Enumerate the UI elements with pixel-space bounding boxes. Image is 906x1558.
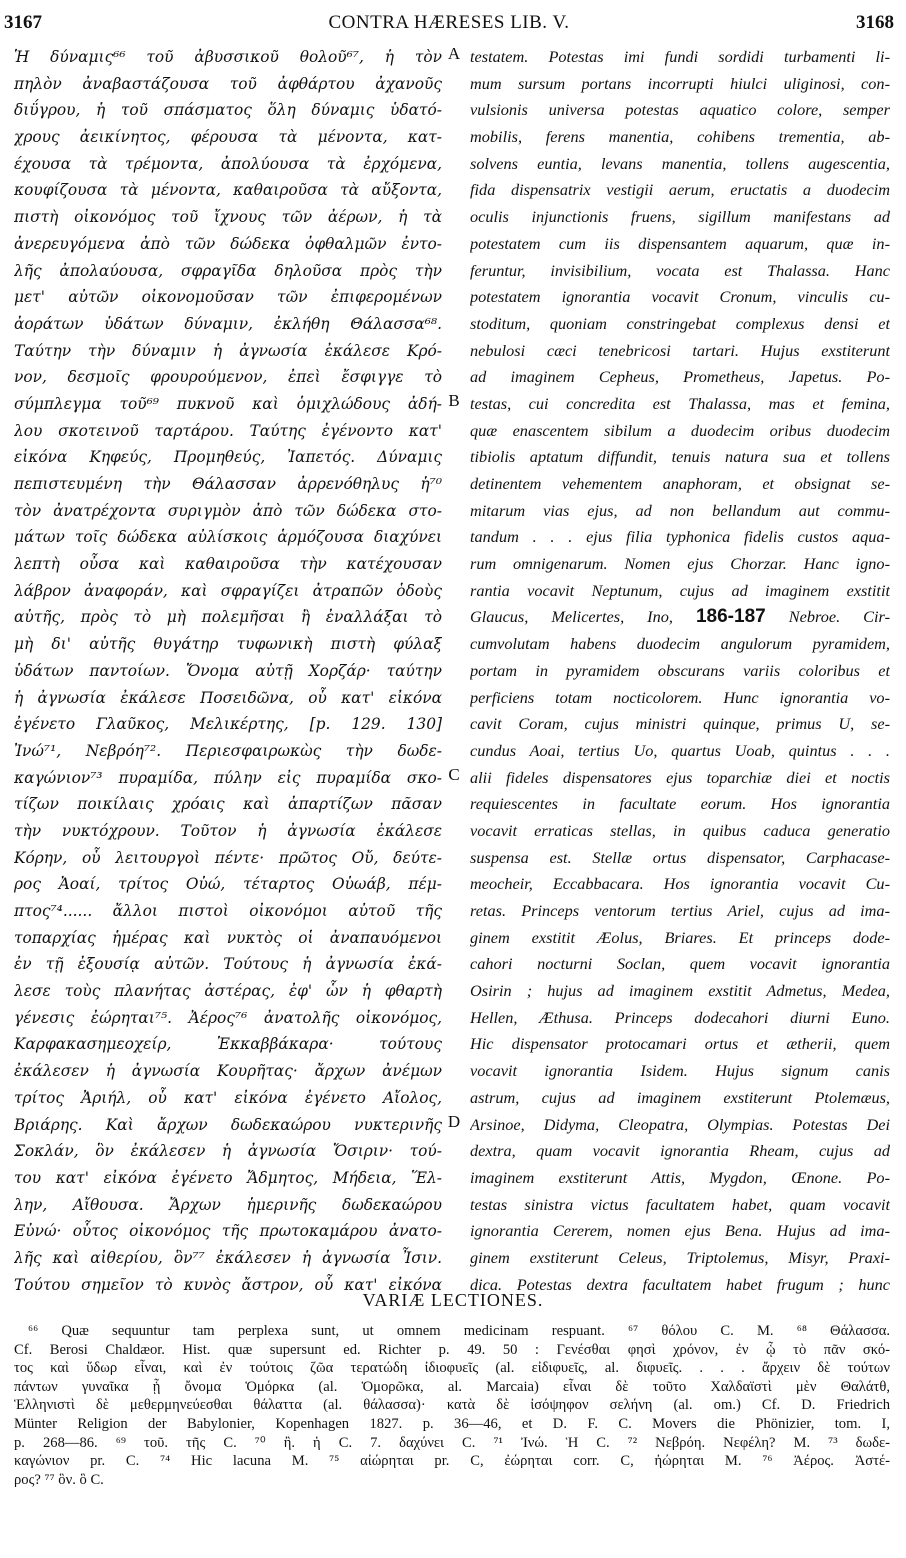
page-reference-marker: 186-187 [695,606,766,628]
greek-text-line: λην, Αἴθουσα. Ἄρχων ἡμερινῆς δωδεκαώρου [14,1195,442,1214]
latin-text-line: testatem. Potestas imi fundi sordidi turbamenti li- [470,47,890,66]
greek-text-line: Κόρην, οὗ λειτουργοὶ πέντε· πρῶτος Οὔ, δεύτε- [14,848,442,867]
greek-text-line: Σοκλάν, ὃν ἐκάλεσεν ἡ ἀγνωσία Ὄσιριν· τού- [14,1142,442,1161]
greek-text-line: πτος⁷⁴...... ἄλλοι πιστοὶ οἰκονόμοι αὐτοῦ τῆς [14,902,442,920]
footnote-line: Cf. Berosi Chaldæor. Hist. quæ supersunt ed. Richter p. 49. 50 : Γενέσθαι φησὶ χρόνον, ἐν ᾧ τὸ πᾶν σκό- [14,1341,890,1358]
latin-text-line: testas, cui concredita est Thalassa, mas et femina, [470,393,890,413]
latin-text-line: ad imaginem Cepheus, Prometheus, Japetus. Po- [470,367,890,387]
greek-text-line: λῆς καὶ αἰθερίου, ὃν⁷⁷ ἐκάλεσεν ἡ ἀγνωσία Ἶσιν. [14,1248,442,1267]
latin-text-line: ignorantia Cererem, nomen ejus Bena. Hujus ad ima- [470,1221,890,1241]
latin-text-line: rum omnigenarum. Nomen ejus Chorzar. Hanc igno- [470,554,890,574]
latin-text-line: cavit Coram, cujus ministri quinque, primus U, se- [470,714,890,734]
latin-text-line: suspensa est. Stellæ ortus dispensator, Carphacase- [470,847,890,867]
latin-text-line: quæ enascentem sibilum a duodecim oribus duodecim [470,420,890,440]
greek-text-line: πηλὸν ἀναβαστάζουσα τοῦ ἀφθάρτου ἀχανοῦς [14,74,442,93]
variae-lectiones-heading: VARIÆ LECTIONES. [362,1290,544,1310]
footnote-line: p. 268—86. ⁶⁹ τοῦ. τῆς C. ⁷⁰ ἢ. ἡ C. 7. δαχύνει C. ⁷¹ Ἰνώ. Ἡ C. ⁷² Νεβρόη. Νεφέλη? M. ⁷³ δωδε- [14,1434,890,1451]
section-marker-c: C [448,765,460,784]
greek-text-line: Καρφακασημεοχείρ, Ἐκκαββάκαρα· τούτους [14,1035,442,1054]
greek-text-line: λάβρον ἀναφοράν, καὶ σφραγίζει ἀτραπῶν ὁδοὺς [14,581,442,600]
latin-text-line: potestatem ignorantia vocavit Cronum, vinculis cu- [470,287,890,307]
latin-text-line: mitarum vias ejus, ad non bellandum aut commu- [470,500,890,520]
greek-text-line: τρίτος Ἀριήλ, οὗ κατ' εἰκόνα ἐγένετο Αἴολος, [14,1088,442,1107]
latin-text-line: oculis injunctionis fruens, sigillum manifestans ad [470,207,890,227]
greek-text-line: χρους ἀεικίνητος, φέρουσα τὰ μένοντα, κατ- [14,128,442,147]
latin-text-line: cahori nocturni Soclan, quem vocavit ignorantia [470,954,890,974]
footnotes-block [14,1322,890,1489]
footnote-line: ⁶⁶ Quæ sequuntur tam perplexa sunt, ut omnem medicinam respuant. ⁶⁷ θόλου C. M. ⁶⁸ Θάλασσα. [28,1323,890,1339]
footnote-line: τος καὶ ὕδωρ εἶναι, καὶ ἐν τούτοις ζῶα τερατώδη ἰδιοφυεῖς (al. εἰδιφυεῖς, al. διφυεῖς. . . . ἄρχειν δὲ τούτων [14,1360,890,1377]
latin-text-line: tandum . . . ejus filia typhonica fidelis custos aqua- [470,527,890,547]
latin-text-line: Hic dispensator protocamari ortus et ætherii, quem [470,1034,890,1054]
greek-text-line: γένεσις ἐώρηται⁷⁵. Ἀέρος⁷⁶ ἀνατολῆς οἰκονόμος, [14,1008,442,1027]
latin-text-line: cundus Aoai, tertius Uo, quartus Uoab, quintus . . . [470,740,890,760]
greek-text-line: σύμπλεγμα τοῦ⁶⁹ πυκνοῦ καὶ ὁμιχλώδους ἀδή- [14,394,442,413]
latin-text-line: solvens euntia, levans manentia, tollens augescentia, [470,153,890,173]
greek-text-line: τίζων ποικίλαις χρόαις καὶ ἀπαρτίζων πᾶσαν [14,795,442,814]
greek-text-line: τὴν νυκτόχρουν. Τοῦτον ἡ ἀγνωσία ἐκάλεσε [14,821,442,840]
greek-text-line: μετ' αὐτῶν οἰκονομοῦσαν τῶν ἐπιφερομένων [14,288,442,307]
greek-text-line: αὐτῆς, πρὸς τὸ μὴ πολεμῆσαι ἢ ἐναλλάξαι τὸ [14,608,442,627]
latin-text-column [470,44,890,1294]
latin-text-line: Arsinoe, Didyma, Cleopatra, Olympias. Potestas Dei [470,1114,890,1134]
greek-text-line: τοπαρχίας ἡμέρας καὶ νυκτὸς οἱ ἀναπαυόμενοι [14,928,442,947]
footnote-line: ρος? ⁷⁷ ὃν. ὃ C. [14,1471,104,1488]
greek-text-line: ἐγένετο Γλαῦκος, Μελικέρτης, [p. 129. 130] [14,715,442,734]
latin-text-line: dextra, quam vocavit ignorantia Rheam, cujus ad [470,1141,890,1161]
greek-text-line: πιστὴ οἰκονόμος τοῦ ἴχνους τῶν ἀέρων, ἡ τὰ [14,208,442,227]
latin-text-line: mobilis, ferens manentia, cohibens trementia, ab- [470,127,890,147]
greek-text-line: Ἡ δύναμις⁶⁶ τοῦ ἀβυσσικοῦ θολοῦ⁶⁷, ἡ τὸν [14,48,442,66]
greek-text-line: Ἰνώ⁷¹, Νεβρόη⁷². Περιεσφαιρωκὼς τὴν δωδε- [14,741,442,760]
section-marker-d: D [447,1112,461,1131]
footnote-line: καγώνιον pr. C. ⁷⁴ Hic lacuna M. ⁷⁵ αἰώρηται pr. C, ἐώρηται corr. C, ἠώρηται M. ⁷⁶ Ἀέρος. Ἀστέ- [14,1453,890,1470]
greek-text-line: ρος Ἀοαί, τρίτος Οὐώ, τέταρτος Οὐωάβ, πέμ- [14,875,442,894]
footnote-line: πάντων γυναῖκα ᾗ ὄνομα Ὁμόρκα (al. Ὁμορῶκα, al. Marcaia) εἶναι δὲ τοῦτο Χαλδαϊστὶ μὲν Θαλάτθ, [14,1378,890,1395]
greek-text-line: ἐκάλεσεν ἡ ἀγνωσία Κουρῆτας· ἄρχων ἀνέμων [14,1062,442,1081]
footnote-line: Münter Religion der Babylonier, Kopenhagen 1827. p. 36—46, et D. F. C. Movers die Phönizier, tom. I, [14,1415,890,1432]
greek-text-line: καγώνιον⁷³ πυραμίδα, πύλην εἰς πυραμίδα σκο- [14,768,442,787]
greek-text-line: ἐν τῇ ἐξουσίᾳ αὐτῶν. Τούτους ἡ ἀγνωσία ἐκά- [14,955,442,974]
latin-text-line: Hellen, Æthusa. Princeps dodecahori diurni Euno. [470,1007,890,1027]
latin-text-line: nebulosi cæci tenebricosi tartari. Hujus exstiterunt [470,340,890,360]
latin-text-line: meocheir, Eccabbacara. Hos ignorantia vocavit Cu- [470,874,890,894]
greek-text-line: κουφίζουσα τὰ μένοντα, καθαιροῦσα τὰ αὔξοντα, [14,181,442,200]
latin-text-line: potestatem cum iis dispensantem aquarum, quæ in- [470,233,890,253]
greek-text-line: του κατ' εἰκόνα ἐγένετο Ἄδμητος, Μήδεια, Ἕλ- [14,1168,442,1187]
greek-text-line: μὴ δι' αὐτῆς θυγάτηρ τυφωνικὴ πιστὴ φύλαξ [14,635,442,654]
latin-text-line: vulsionis universa potestas aquatico colore, semper [470,100,890,120]
greek-text-line: ἀνερευγόμενα ἀπὸ τῶν δώδεκα ὀφθαλμῶν ἐντο- [14,234,442,253]
greek-text-line: λου σκοτεινοῦ ταρτάρου. Ταύτης ἐγένοντο κατ' [14,421,442,440]
greek-text-line: Ταύτην τὴν δύναμιν ἡ ἀγνωσία ἐκάλεσε Κρό- [14,341,442,360]
greek-text-column [14,44,442,1294]
greek-text-line: ἀοράτων ὑδάτων δύναμιν, ἐκλήθη Θάλασσα⁶⁸. [14,314,442,333]
page-number-right: 3168 [856,12,894,33]
greek-text-line: έχουσα τὰ τρέμοντα, ἀπολύουσα τὰ ἐρχόμενα, [14,154,442,173]
greek-text-line: μάτων τοῖς δώδεκα αὐλίσκοις ἁρμόζουσα διαχύνει [14,528,442,547]
latin-text-line: portam in pyramidem obscurans variis coloribus et [470,660,890,680]
footnote-line: Ἑλληνιστὶ δὲ μεθερμηνεύεσθαι θάλαττα (al. θάλασσα)· κατὰ δὲ ἰσόψηφον σελήνη (al. om.) Cf. D. Friedrich [14,1397,890,1414]
latin-text-line: tibiolis aptatum diffundit, tenuis natura sua et tollens [470,447,890,467]
greek-text-line: Εὐνώ· οὗτος οἰκονόμος τῆς πρωτοκαμάρου ἀνατο- [14,1222,442,1241]
latin-text-line: testas sinistra victus facultatem habet, quam vocavit [470,1194,890,1214]
greek-text-line: Βριάρης. Καὶ ἄρχων δωδεκαώρου νυκτερινῆς [14,1115,442,1134]
latin-text-line: dica. Potestas dextra facultatem habet frugum ; hunc [470,1274,890,1294]
latin-text-line: mum sursum portans incorrupti hiulci uliginosi, con- [470,73,890,93]
running-title: CONTRA HÆRESES LIB. V. [328,12,570,33]
latin-text-line: vocavit ignorantia Isidem. Hujus signum canis [470,1061,890,1081]
greek-text-line: νον, δεσμοῖς φρουρούμενον, ἐπεὶ ἔσφιγγε τὸ [14,368,442,387]
running-header [4,12,894,36]
greek-text-line: πεπιστευμένη τὴν Θάλασσαν ἀρρενόθηλυς ἡ⁷⁰ [14,475,442,493]
greek-text-line: λῆς ἀπολαύουσα, σφραγῖδα δηλοῦσα πρὸς τὴν [14,261,442,280]
latin-text-line: astrum, cujus ad imaginem exstiterunt Ptolemæus, [470,1087,890,1107]
page-number-left: 3167 [4,12,42,33]
latin-text-line: fida dispensatrix vestigii aerum, eructatis a duodecim [470,180,890,200]
latin-text-line: rantia vocavit Neptunum, cujus ad imaginem exstitit [470,580,890,600]
latin-text-line: imaginem exstiterunt Attis, Mygdon, Œnone. Po- [470,1167,890,1187]
latin-text-line: requiescentes in facultate eorum. Hos ignorantia [470,794,890,814]
greek-text-line: ὑδάτων παντοίων. Ὄνομα αὐτῇ Χορζάρ· ταύτην [14,661,442,680]
latin-text-line: ginem exstiterunt Celeus, Triptolemus, Misyr, Praxi- [470,1247,890,1267]
greek-text-line: τὸν ἀνατρέχοντα συριγμὸν ἀπὸ τῶν δώδεκα στο- [14,501,442,520]
latin-text-line: vocavit erraticas stellas, in quibus caduca generatio [470,820,890,840]
latin-text-line: retas. Princeps ventorum tertius Ariel, cujus ad ima- [470,901,890,920]
greek-text-line: Τούτου σημεῖον τὸ κυνὸς ἄστρον, οὗ κατ' εἰκόνα [14,1275,442,1294]
latin-text-line: Osirin ; hujus ad imaginem exstitit Admetus, Medea, [470,981,890,1001]
greek-text-line: λεπτὴ οὖσα καὶ καθαιροῦσα τὴν κατέχουσαν [14,555,442,574]
greek-text-line: ἡ ἀγνωσία ἐκάλεσε Ποσειδῶνα, οὗ κατ' εἰκόνα [14,688,442,707]
latin-text-line: Glaucus, Melicertes, Ino, 186-187 Nebroe. Cir- [470,606,890,628]
section-marker-b: B [448,391,460,410]
latin-text-line: detinentem vehementem anaphoram, et obsignat se- [470,474,890,493]
greek-text-line: εἰκόνα Κηφεύς, Προμηθεύς, Ἰαπετός. Δύναμις [14,448,442,467]
latin-text-line: cumvolutam habens duodecim angulorum pyramidem, [470,634,890,654]
latin-text-line: perficiens totam nocticolorem. Hunc ignorantia vo- [470,687,890,707]
section-marker-a: A [447,44,461,63]
greek-text-line: διΰγρου, ἡ τοῦ σπάσματος ὅλη δύναμις ὑδατό- [14,101,442,120]
latin-text-line: feruntur, invisibilium, vocata est Thalassa. Hanc [470,260,890,280]
latin-text-line: alii fideles dispensatores ejus toparchiæ diei et noctis [470,767,890,787]
latin-text-line: ginem exstitit Æolus, Briares. Et princeps dode- [470,927,890,947]
latin-text-line: stoditum, quoniam constringebat complexus densi et [470,313,890,333]
greek-text-line: λεσε τοὺς πλανήτας ἀστέρας, ἐφ' ὧν ἡ φθαρτὴ [14,982,442,1001]
